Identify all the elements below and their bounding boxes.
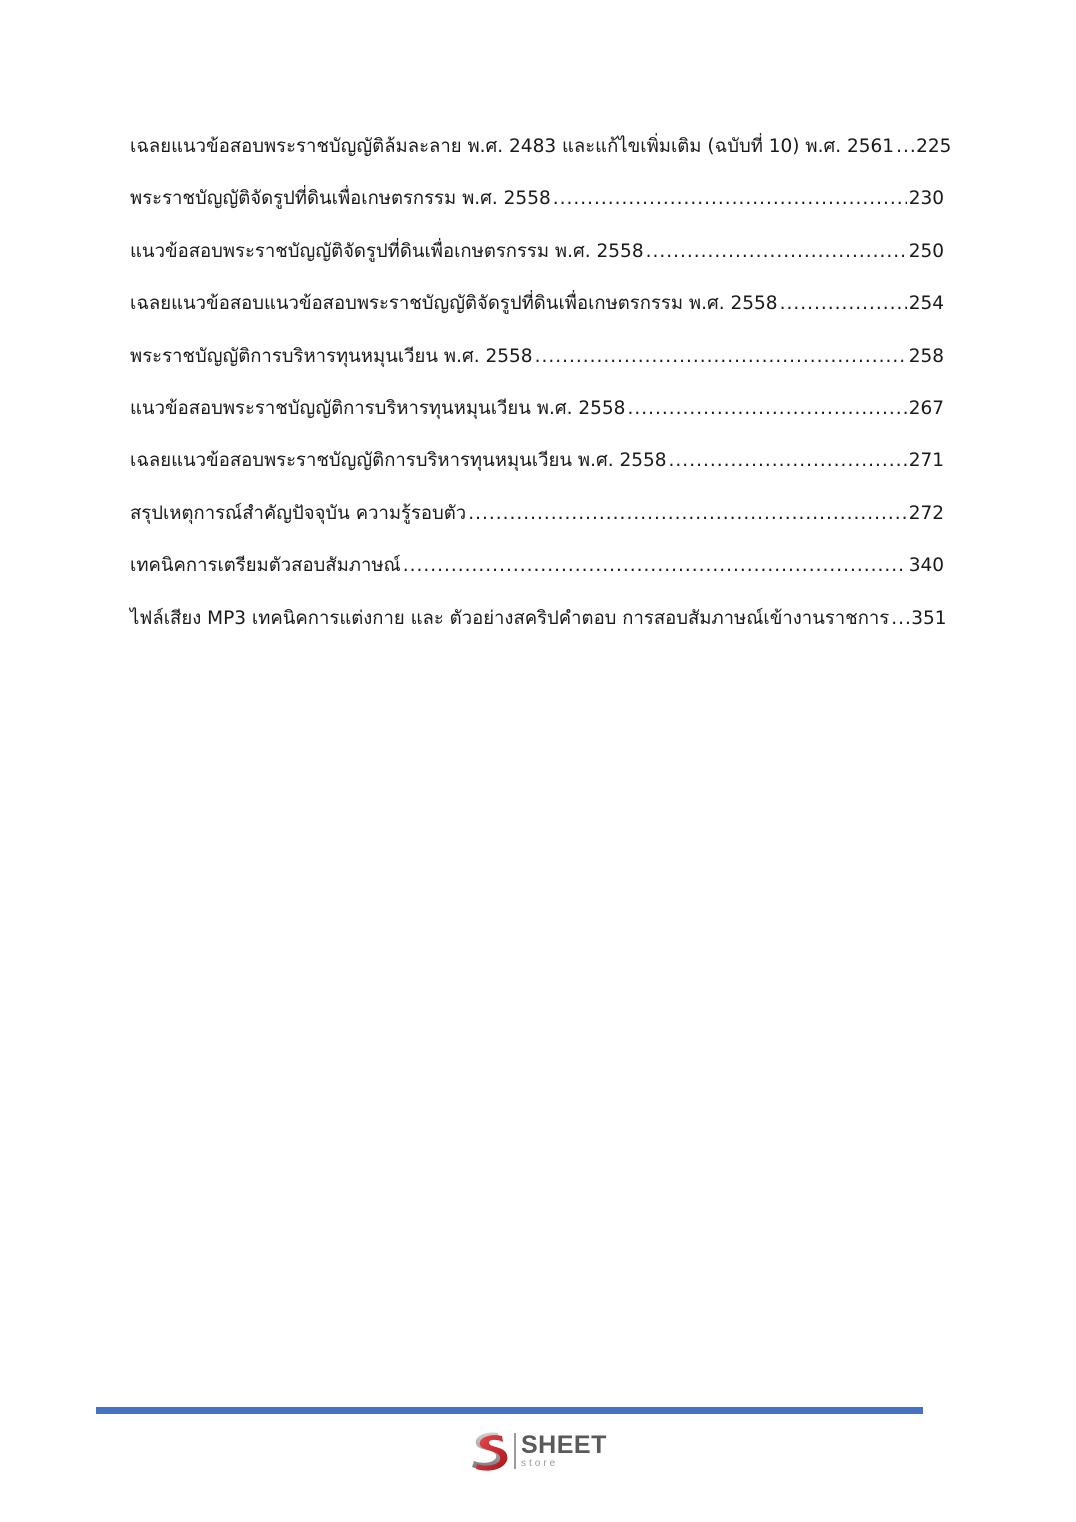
toc-entry[interactable] <box>130 442 944 494</box>
logo-wordmark: SHEET <box>521 1431 607 1459</box>
footer-divider <box>96 1407 923 1414</box>
toc-entry[interactable] <box>130 495 944 547</box>
toc-dot-leader <box>535 338 907 376</box>
toc-entry-title: เฉลยแนวข้อสอบแนวข้อสอบพระราชบัญญัติจัดรูปที่ดินเพื่อเกษตรกรรม พ.ศ. 2558 <box>130 293 778 315</box>
toc-dot-leader <box>553 180 907 218</box>
toc-entry-page: 271 <box>908 450 944 472</box>
toc-entry[interactable] <box>130 180 944 232</box>
toc-entry-title: แนวข้อสอบพระราชบัญญัติจัดรูปที่ดินเพื่อเกษตรกรรม พ.ศ. 2558 <box>130 240 644 262</box>
sheet-store-logo <box>468 1428 607 1474</box>
toc-dot-leader <box>780 285 907 323</box>
toc-entry[interactable] <box>130 233 944 285</box>
toc-entry-page: 351 <box>911 607 947 629</box>
toc-entry-page: 340 <box>908 555 944 577</box>
toc-entry[interactable] <box>130 600 947 652</box>
toc-entry-page: 230 <box>908 188 944 210</box>
toc-entry-title: พระราชบัญญัติการบริหารทุนหมุนเวียน พ.ศ. 2558 <box>130 345 533 367</box>
toc-entry-title: สรุปเหตุการณ์สำคัญปัจจุบัน ความรู้รอบตัว <box>130 502 467 524</box>
toc-entry-page: 258 <box>908 345 944 367</box>
toc-entry[interactable] <box>130 128 952 180</box>
logo-divider <box>514 1433 516 1469</box>
toc-entry-page: 250 <box>908 240 944 262</box>
toc-entry-page: 272 <box>908 502 944 524</box>
toc-dot-leader <box>891 600 909 638</box>
toc-entry[interactable] <box>130 390 944 442</box>
toc-entry-page: 254 <box>908 293 944 315</box>
toc-dot-leader <box>468 495 907 533</box>
toc-entry-title: เทคนิคการเตรียมตัวสอบสัมภาษณ์ <box>130 555 401 577</box>
toc-dot-leader <box>627 390 906 428</box>
table-of-contents <box>130 128 952 652</box>
toc-entry-title: แนวข้อสอบพระราชบัญญัติการบริหารทุนหมุนเวียน พ.ศ. 2558 <box>130 397 626 419</box>
toc-entry-title: ไฟล์เสียง MP3 เทคนิคการแต่งกาย และ ตัวอย่างสคริปคำตอบ การสอบสัมภาษณ์เข้างานราชการ <box>130 607 890 629</box>
logo-text <box>521 1433 607 1469</box>
toc-dot-leader <box>669 442 907 480</box>
toc-dot-leader <box>403 547 907 585</box>
toc-dot-leader <box>646 233 907 271</box>
toc-entry-page: 225 <box>916 136 952 157</box>
toc-entry-page: 267 <box>908 397 944 419</box>
toc-entry-title: พระราชบัญญัติจัดรูปที่ดินเพื่อเกษตรกรรม พ.ศ. 2558 <box>130 188 551 210</box>
logo-subtext: store <box>521 1458 559 1469</box>
toc-entry[interactable] <box>130 547 944 599</box>
sheet-store-s-logo-icon <box>468 1429 512 1473</box>
toc-entry-title: เฉลยแนวข้อสอบพระราชบัญญัติล้มละลาย พ.ศ. 2483 และแก้ไขเพิ่มเติม (ฉบับที่ 10) พ.ศ. 2561 <box>130 136 895 157</box>
toc-entry-title: เฉลยแนวข้อสอบพระราชบัญญัติการบริหารทุนหมุนเวียน พ.ศ. 2558 <box>130 450 667 472</box>
toc-entry[interactable] <box>130 338 944 390</box>
toc-dot-leader <box>896 128 914 166</box>
toc-entry[interactable] <box>130 285 944 337</box>
